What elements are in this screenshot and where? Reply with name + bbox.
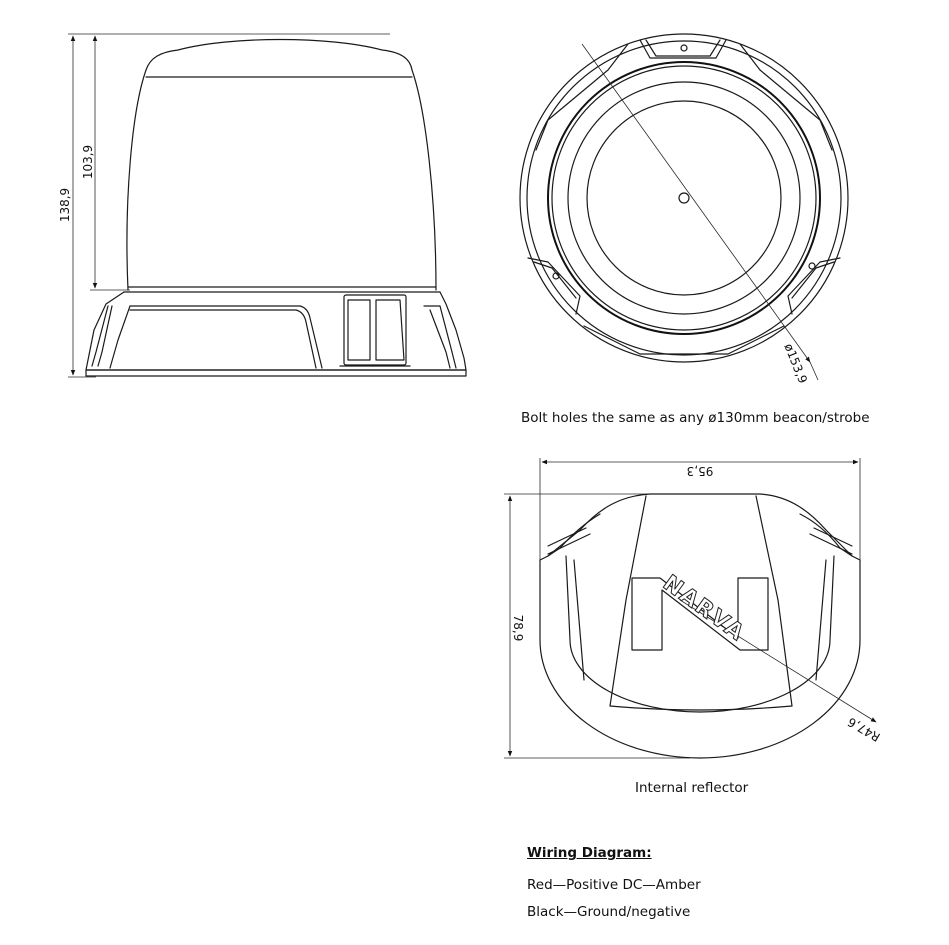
dim-reflector-height: 78,9 — [511, 614, 525, 642]
bolt-holes-caption: Bolt holes the same as any ø130mm beacon/strobe — [521, 410, 870, 426]
wiring-line-red: Red—Positive DC—Amber — [527, 877, 701, 893]
reflector-caption: Internal reflector — [635, 780, 749, 796]
top-view — [520, 34, 848, 385]
mounting-tab-top — [640, 40, 726, 58]
dim-reflector-radius: R47,6 — [845, 714, 883, 745]
reflector-outline — [540, 494, 860, 758]
narva-logo — [632, 571, 768, 650]
reflector-view — [504, 458, 883, 758]
dim-lens-height: 103,9 — [81, 144, 95, 180]
side-connector — [344, 295, 406, 365]
wiring-heading: Wiring Diagram: — [527, 845, 652, 861]
side-view — [58, 34, 466, 377]
beacon-base — [86, 292, 466, 370]
logo-text: NARVA — [658, 570, 750, 647]
dim-diameter: ø153,9 — [781, 341, 811, 386]
dim-reflector-width: 95,3 — [686, 464, 714, 478]
dim-total-height: 138,9 — [58, 187, 72, 223]
wiring-line-black: Black—Ground/negative — [527, 904, 691, 920]
